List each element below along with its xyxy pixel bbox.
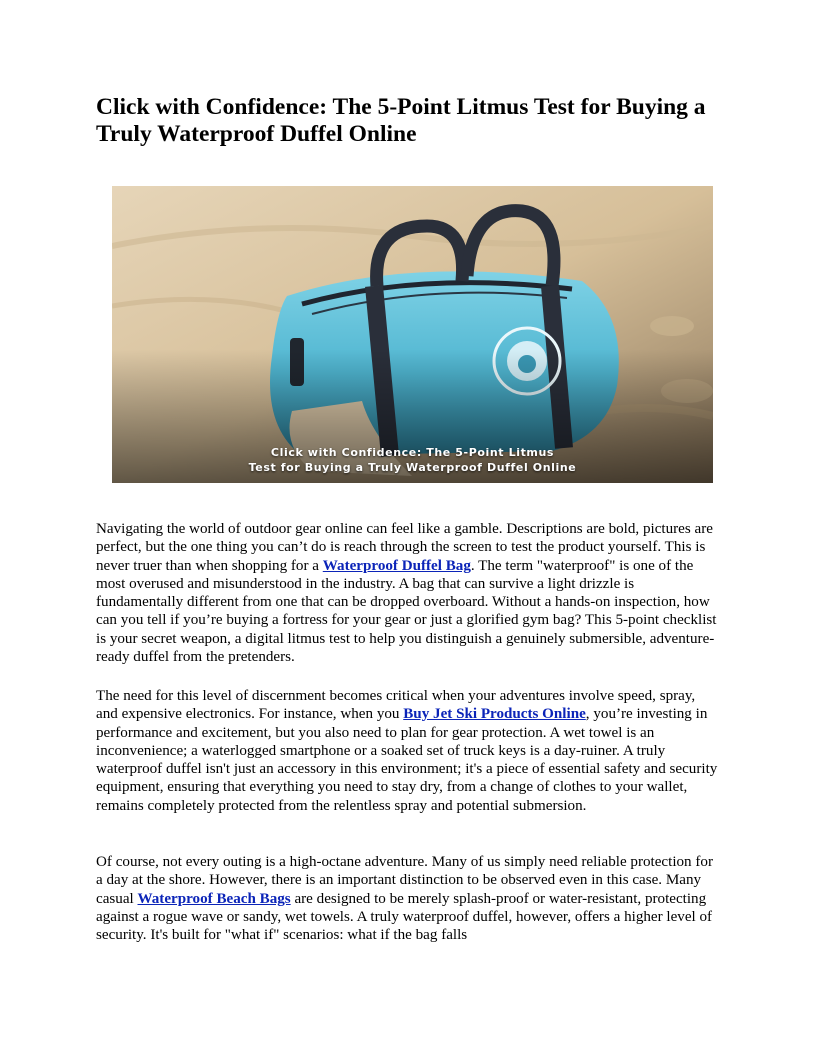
buy-jet-ski-products-link[interactable]: Buy Jet Ski Products Online	[403, 706, 586, 723]
waterproof-beach-bags-link[interactable]: Waterproof Beach Bags	[137, 890, 291, 907]
paragraph-text: . The term "waterproof" is one of the most overused and misunderstood in the industry. A bag that can survive a light drizzle is fundamentally different from one that can be dropped overboard. Without a hands-on inspection, how can you tell if you’re buying a fortress for your gear or just a glorified gym bag? This 5-point checklist is your secret weapon, a digital litmus test to help you distinguish a genuinely submersible, adventure-ready duffel from the pretenders.	[96, 557, 717, 666]
page-title: Click with Confidence: The 5-Point Litmus Test for Buying a Truly Waterproof Duffel Online	[96, 94, 706, 147]
caption-line-2: Test for Buying a Truly Waterproof Duffel Online	[248, 461, 577, 474]
waterproof-duffel-bag-link[interactable]: Waterproof Duffel Bag	[322, 557, 471, 574]
image-caption	[112, 445, 713, 475]
duffel-bag-illustration	[112, 186, 713, 483]
hero-image	[112, 186, 713, 483]
paragraph-intro	[96, 520, 720, 666]
paragraph-text: Of course, not every outing is a high-octane adventure. Many of us simply need reliable protection for a day at the shore. However, there is an important distinction to be observed even in this case. Many casual	[96, 854, 713, 907]
caption-line-1: Click with Confidence: The 5-Point Litmus	[270, 446, 555, 459]
paragraph-text: Navigating the world of outdoor gear online can feel like a gamble. Descriptions are bold, pictures are perfect, but the one thing you can’t do is reach through the screen to test the product yourself. This is never truer than when shopping for a	[96, 521, 713, 574]
paragraph-text: The need for this level of discernment becomes critical when your adventures involve speed, spray, and expensive electronics. For instance, when you	[96, 688, 696, 723]
paragraph-jet-ski	[96, 687, 720, 815]
paragraph-beach-bags	[96, 853, 720, 944]
paragraph-text: are designed to be merely splash-proof or water-resistant, protecting against a rogue wave or sandy, wet towels. A truly waterproof duffel, however, offers a higher level of security. It's built for "what if" scenarios: what if the bag falls	[96, 890, 713, 944]
paragraph-text: , you’re investing in performance and excitement, but you also need to plan for gear protection. A wet towel is an inconvenience; a waterlogged smartphone or a soaked set of truck keys is a day-ruiner. A truly waterproof duffel isn't just an accessory in this environment; it's a piece of essential safety and security equipment, ensuring that everything you need to stay dry, from a change of clothes to your wallet, remains completely protected from the relentless spray and potential submersion.	[96, 706, 718, 814]
